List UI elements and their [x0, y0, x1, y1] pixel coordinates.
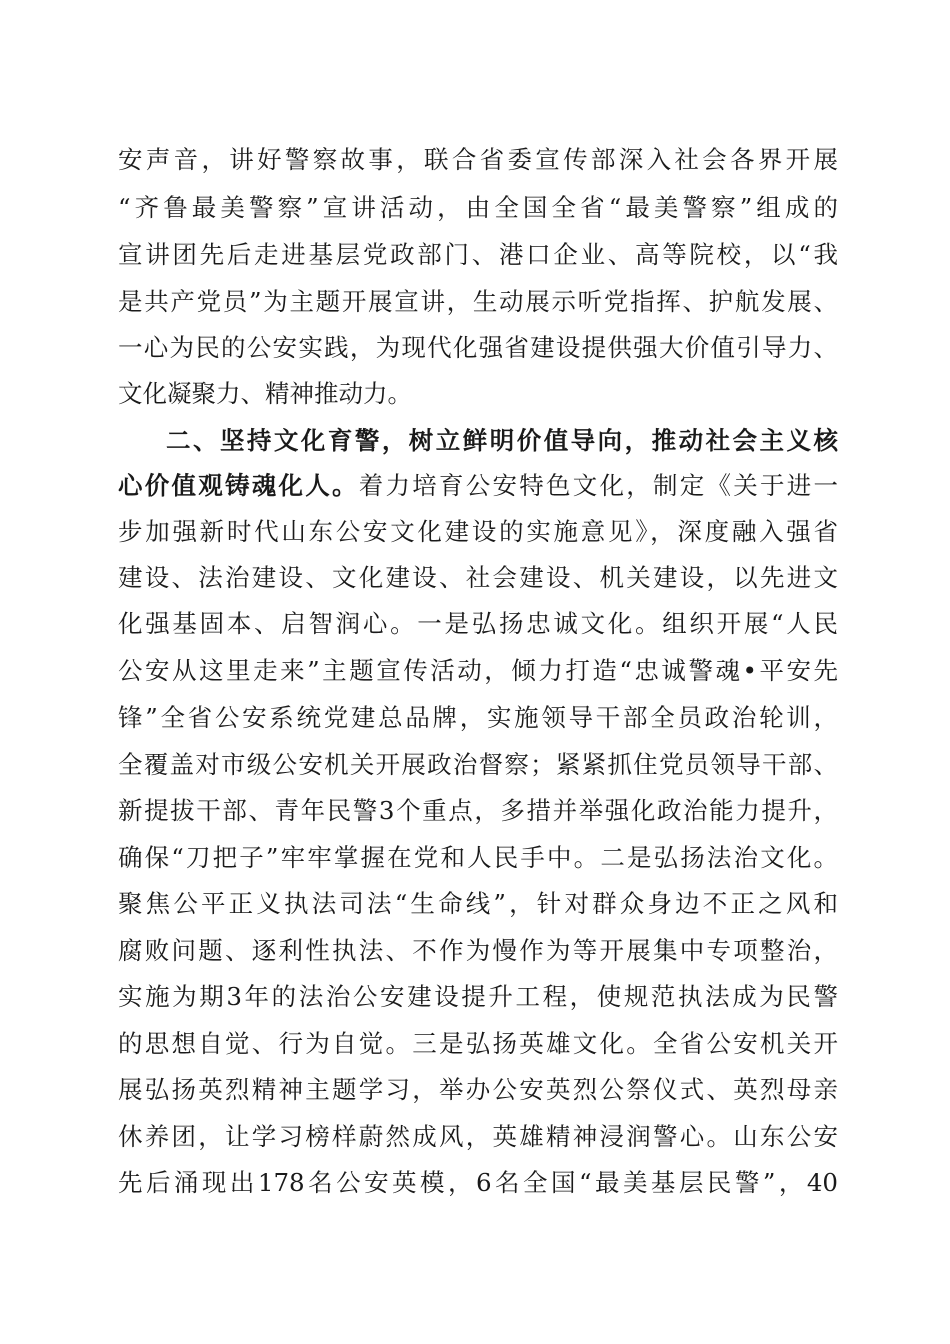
section-heading: 二、坚持文化育警，树立鲜明价值导向，推动社会主义核 [166, 426, 838, 455]
text-line: 化强基固本、启智润心。一是弘扬忠诚文化。组织开展“人民 [118, 609, 838, 638]
text-line: 建设、法治建设、文化建设、社会建设、机关建设，以先进文 [118, 563, 838, 592]
section-heading-end: 心价值观铸魂化人。 [118, 471, 359, 500]
text-line: 宣讲团先后走进基层党政部门、港口企业、高等院校，以“我 [118, 240, 838, 269]
text-line: 公安从这里走来”主题宣传活动，倾力打造“忠诚警魂•平安先 [118, 656, 838, 685]
text-line: 先后涌现出178名公安英模，6名全国“最美基层民警”，40 [118, 1168, 838, 1197]
text-line: 新提拔干部、青年民警3个重点，多措并举强化政治能力提升， [118, 796, 838, 825]
text-line: 全覆盖对市级公安机关开展政治督察；紧紧抓住党员领导干部、 [118, 750, 838, 779]
text-line: 确保“刀把子”牢牢掌握在党和人民手中。二是弘扬法治文化。 [118, 843, 838, 872]
text-line: 是共产党员”为主题开展宣讲，生动展示听党指挥、护航发展、 [118, 287, 838, 316]
text-line: 步加强新时代山东公安文化建设的实施意见》，深度融入强省 [118, 517, 838, 546]
text-line [118, 471, 838, 501]
text-line: 聚焦公平正义执法司法“生命线”，针对群众身边不正之风和 [118, 889, 838, 918]
text-line: “齐鲁最美警察”宣讲活动，由全国全省“最美警察”组成的 [118, 193, 838, 222]
text-line: 文化凝聚力、精神推动力。 [118, 379, 412, 408]
text-line: 腐败问题、逐利性执法、不作为慢作为等开展集中专项整治， [118, 936, 838, 965]
text-line: 休养团，让学习榜样蔚然成风，英雄精神浸润警心。山东公安 [118, 1122, 838, 1151]
text-line: 展弘扬英烈精神主题学习，举办公安英烈公祭仪式、英烈母亲 [118, 1075, 838, 1104]
text-line: 一心为民的公安实践，为现代化强省建设提供强大价值引导力、 [118, 333, 838, 362]
text-segment: 着力培育公安特色文化，制定《关于进一 [358, 471, 838, 500]
text-line: 锋”全省公安系统党建总品牌，实施领导干部全员政治轮训， [118, 703, 838, 732]
text-line: 的思想自觉、行为自觉。三是弘扬英雄文化。全省公安机关开 [118, 1029, 838, 1058]
text-line: 安声音，讲好警察故事，联合省委宣传部深入社会各界开展 [118, 145, 838, 174]
text-line: 实施为期3年的法治公安建设提升工程，使规范执法成为民警 [118, 982, 838, 1011]
